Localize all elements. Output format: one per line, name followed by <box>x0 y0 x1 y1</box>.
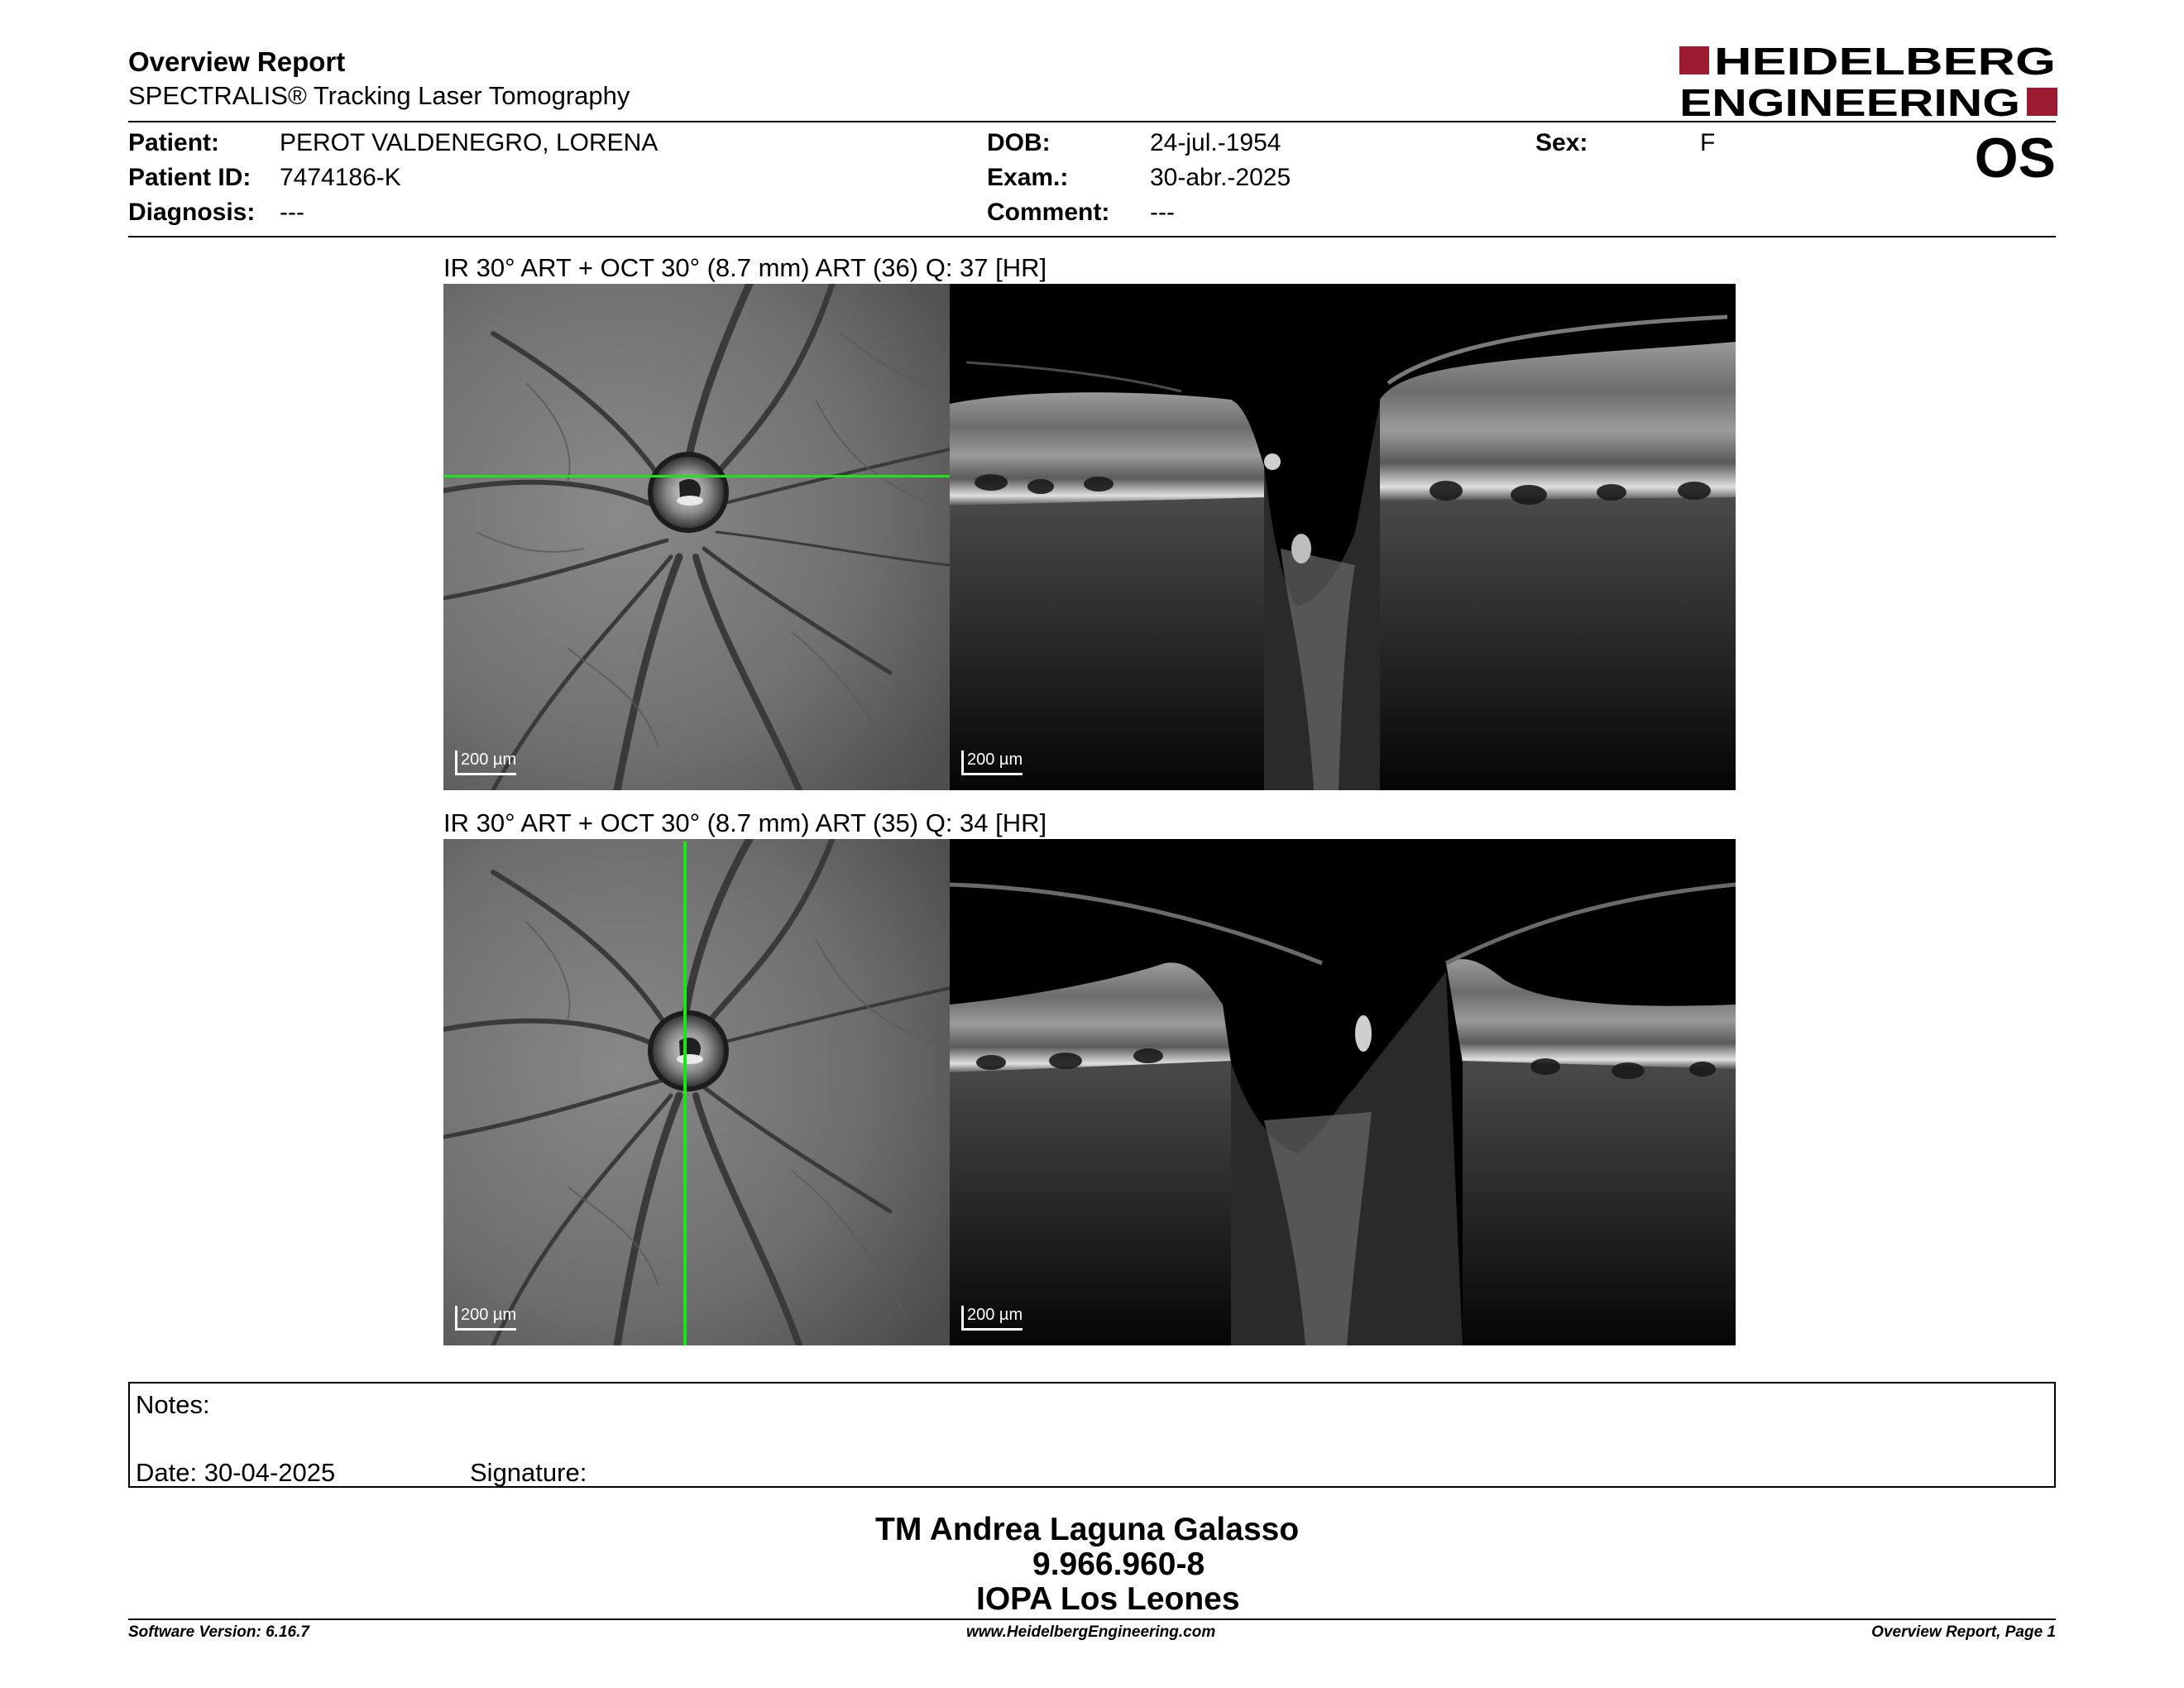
signer-institution: IOPA Los Leones <box>976 1581 1240 1617</box>
oct-bscan-1 <box>950 284 1736 790</box>
notes-signature-label: Signature: <box>470 1458 587 1487</box>
patient-id-value: 7474186-K <box>280 164 401 191</box>
svg-text:ENGINEERING: ENGINEERING <box>1679 81 2020 121</box>
scale-bar-fundus-2: 200 µm <box>461 1306 517 1324</box>
scale-bar-fundus-1: 200 µm <box>461 750 517 769</box>
comment-label: Comment: <box>987 199 1110 226</box>
scale-bar-oct-1: 200 µm <box>967 750 1023 769</box>
diagnosis-value: --- <box>280 199 304 226</box>
scale-bar-oct-2: 200 µm <box>967 1306 1023 1324</box>
sex-value: F <box>1700 129 1716 156</box>
fundus-image-2 <box>443 839 950 1345</box>
patient-label: Patient: <box>128 129 220 156</box>
diagnosis-label: Diagnosis: <box>128 199 256 226</box>
signer-name: TM Andrea Laguna Galasso <box>875 1512 1300 1547</box>
exam-value: 30-abr.-2025 <box>1150 164 1291 191</box>
eye-indicator: OS <box>1974 127 2056 189</box>
patient-name: PEROT VALDENEGRO, LORENA <box>280 129 659 156</box>
patient-divider <box>128 236 2056 237</box>
comment-value: --- <box>1150 199 1175 226</box>
signer-id: 9.966.960-8 <box>1032 1547 1205 1582</box>
dob-label: DOB: <box>987 129 1051 156</box>
website-link[interactable]: www.HeidelbergEngineering.com <box>966 1623 1216 1641</box>
page-indicator: Overview Report, Page 1 <box>1871 1623 2056 1641</box>
report-subtitle: SPECTRALIS® Tracking Laser Tomography <box>128 81 630 110</box>
exam-label: Exam.: <box>987 164 1069 191</box>
footer-divider <box>128 1618 2056 1620</box>
scan-line-horizontal <box>443 475 950 477</box>
svg-text:HEIDELBERG: HEIDELBERG <box>1714 45 2056 83</box>
notes-box[interactable] <box>128 1382 2056 1488</box>
software-version: Software Version: 6.16.7 <box>128 1623 309 1641</box>
sex-label: Sex: <box>1535 129 1588 156</box>
heidelberg-logo <box>1679 45 2057 121</box>
notes-date: Date: 30-04-2025 <box>136 1458 336 1487</box>
scan-line-vertical <box>683 842 687 1345</box>
oct-bscan-2 <box>950 839 1736 1345</box>
scan-caption-2: IR 30° ART + OCT 30° (8.7 mm) ART (35) Q: 34 [HR] <box>443 808 1047 837</box>
scan-caption-1: IR 30° ART + OCT 30° (8.7 mm) ART (36) Q: 37 [HR] <box>443 253 1047 282</box>
header-divider <box>128 121 2056 122</box>
patient-id-label: Patient ID: <box>128 164 251 191</box>
notes-label: Notes: <box>136 1390 210 1419</box>
report-title: Overview Report <box>128 46 346 77</box>
fundus-image-1 <box>443 284 950 790</box>
dob-value: 24-jul.-1954 <box>1150 129 1281 156</box>
